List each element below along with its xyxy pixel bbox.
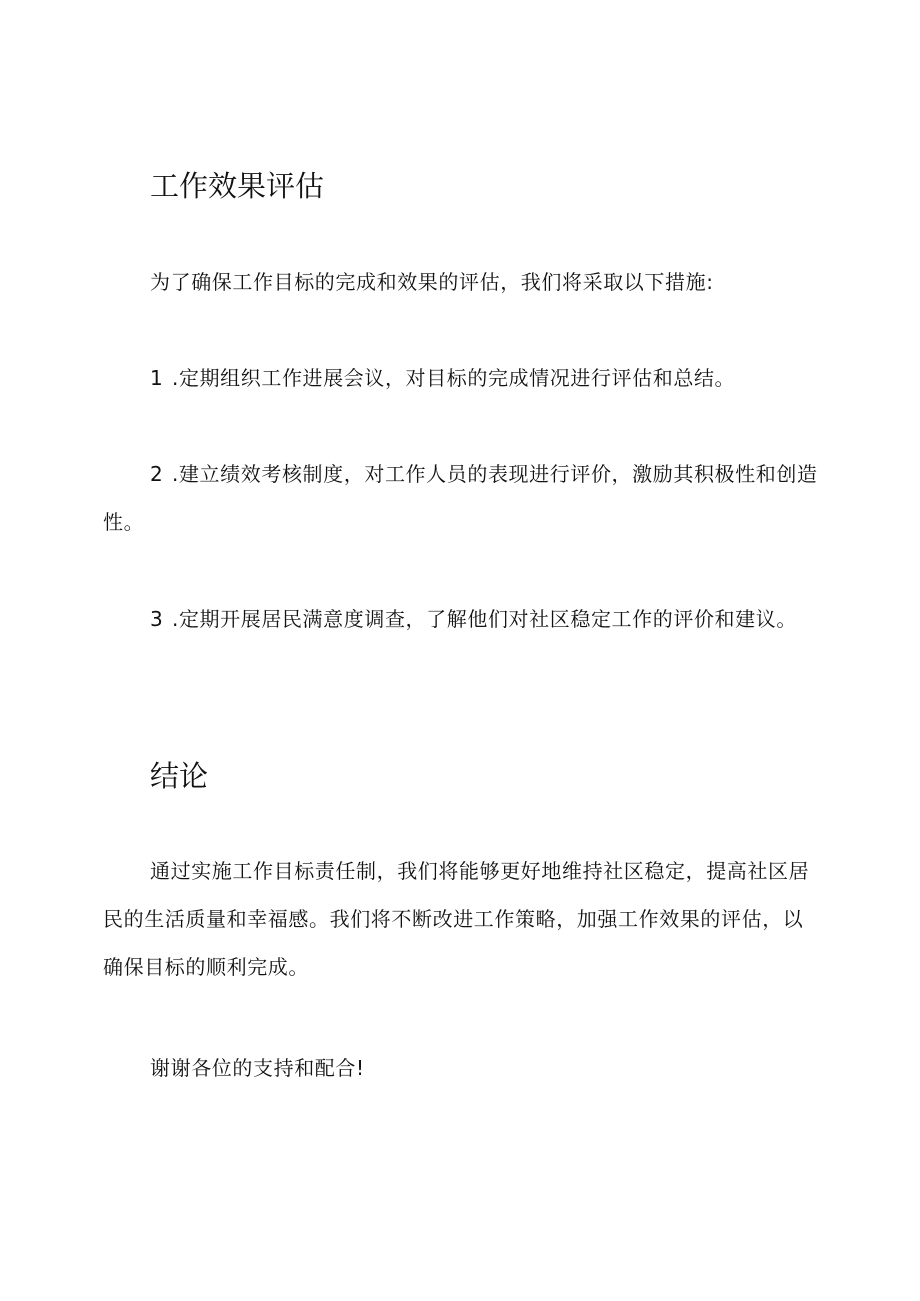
conclusion-paragraph: 通过实施工作目标责任制，我们将能够更好地维持社区稳定，提高社区居民的生活质量和幸福感。我们将不断改进工作策略，加强工作效果的评估，以确保目标的顺利完成。 [103,859,810,979]
list-item-1-text: .定期组织工作进展会议，对目标的完成情况进行评估和总结。 [172,366,736,390]
list-item-1-number: 1 [150,366,164,390]
section-heading-conclusion: 结论 [150,759,209,793]
list-item-2-text: .建立绩效考核制度，对工作人员的表现进行评价，激励其积极性和创造性。 [103,462,818,534]
list-item-2-number: 2 [150,462,164,486]
list-item-3-text: .定期开展居民满意度调查，了解他们对社区稳定工作的评价和建议。 [172,607,797,631]
list-item-3-number: 3 [150,607,164,631]
section-heading-evaluation: 工作效果评估 [150,169,325,203]
thanks-line: 谢谢各位的支持和配合! [150,1056,365,1080]
list-item-1 [103,354,821,402]
list-item-3 [103,595,821,643]
list-item-2 [103,450,821,546]
intro-paragraph: 为了确保工作目标的完成和效果的评估，我们将采取以下措施: [150,270,714,294]
